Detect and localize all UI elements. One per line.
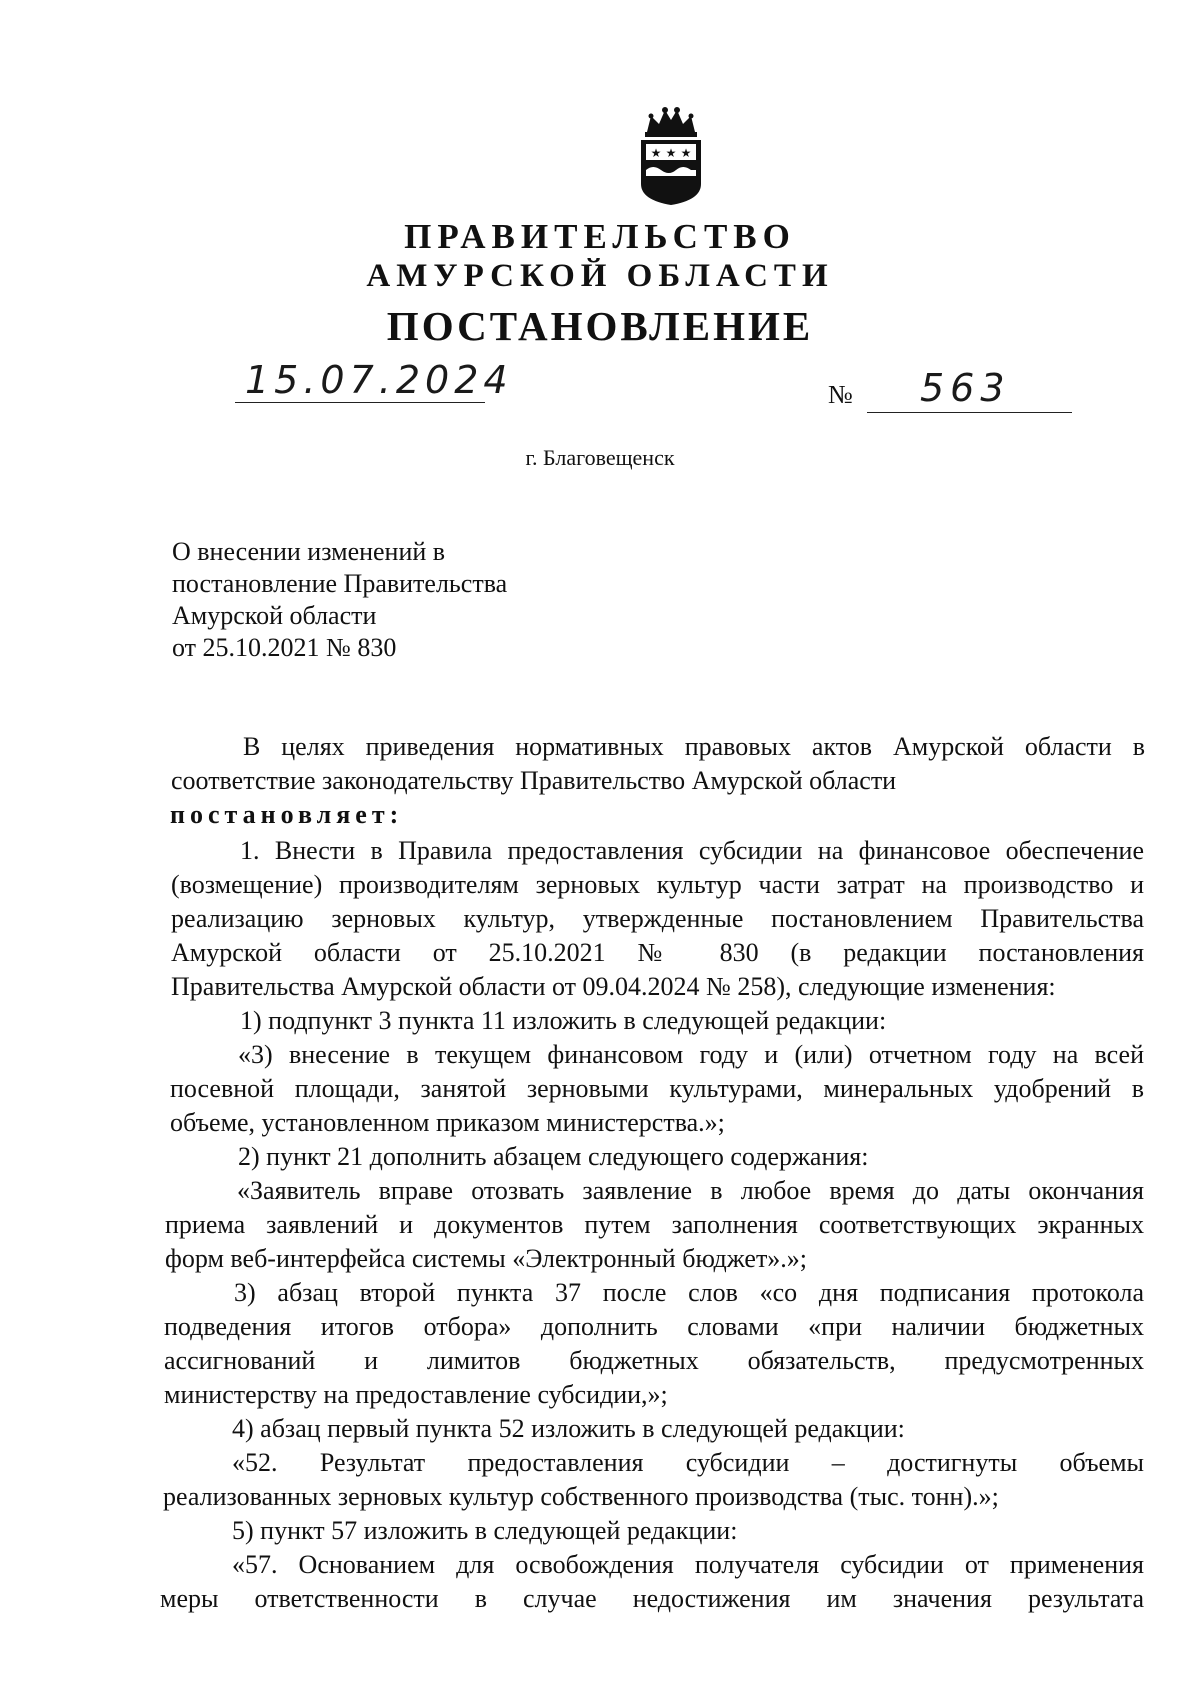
svg-text:★: ★ bbox=[665, 146, 677, 160]
body-line: 1. Внести в Правила предоставления субсидии на финансовое обеспечение bbox=[240, 836, 1144, 865]
organization-name-line2: АМУРСКОЙ ОБЛАСТИ bbox=[366, 258, 834, 294]
body-line: подведения итогов отбора» дополнить словами «при наличии бюджетных bbox=[164, 1312, 1144, 1341]
document-subject bbox=[172, 536, 507, 664]
organization-name-line1: ПРАВИТЕЛЬСТВО bbox=[404, 217, 796, 256]
body-line: соответствие законодательству Правительство Амурской области bbox=[171, 766, 897, 795]
document-date: 15.07.2024 bbox=[245, 358, 513, 402]
body-line: ассигнований и лимитов бюджетных обязательств, предусмотренных bbox=[164, 1346, 1144, 1375]
number-label: № bbox=[828, 380, 853, 409]
body-line: 4) абзац первый пункта 52 изложить в следующей редакции: bbox=[232, 1414, 905, 1443]
subject-line: Амурской области bbox=[172, 601, 377, 630]
svg-text:★: ★ bbox=[680, 146, 692, 160]
city-name: г. Благовещенск bbox=[525, 445, 675, 470]
svg-text:★: ★ bbox=[650, 146, 662, 160]
body-line: реализацию зерновых культур, утвержденные постановлением Правительства bbox=[171, 904, 1144, 933]
body-line: В целях приведения нормативных правовых актов Амурской области в bbox=[243, 732, 1145, 761]
body-line: 5) пункт 57 изложить в следующей редакции: bbox=[232, 1516, 738, 1545]
body-line: 1) подпункт 3 пункта 11 изложить в следующей редакции: bbox=[240, 1006, 887, 1035]
body-line: объеме, установленном приказом министерства.»; bbox=[170, 1108, 725, 1137]
number-underline bbox=[867, 412, 1072, 413]
document-type-title: ПОСТАНОВЛЕНИЕ bbox=[386, 303, 814, 349]
body-line: (возмещение) производителям зерновых культур части затрат на производство и bbox=[171, 870, 1144, 899]
subject-line: от 25.10.2021 № 830 bbox=[172, 633, 397, 662]
body-line: Правительства Амурской области от 09.04.2024 № 258), следующие изменения: bbox=[171, 972, 1056, 1001]
body-line: приема заявлений и документов путем заполнения соответствующих экранных bbox=[165, 1210, 1144, 1239]
body-line: «3) внесение в текущем финансовом году и (или) отчетном году на всей bbox=[238, 1040, 1144, 1069]
coat-of-arms-emblem bbox=[633, 106, 709, 206]
body-line: «Заявитель вправе отозвать заявление в любое время до даты окончания bbox=[237, 1176, 1144, 1205]
body-line: министерству на предоставление субсидии,»; bbox=[164, 1380, 668, 1409]
body-line: 3) абзац второй пункта 37 после слов «со дня подписания протокола bbox=[234, 1278, 1144, 1307]
body-line: 2) пункт 21 дополнить абзацем следующего содержания: bbox=[238, 1142, 869, 1171]
body-line: форм веб-интерфейса системы «Электронный бюджет».»; bbox=[165, 1244, 808, 1273]
body-line: Амурской области от 25.10.2021 № 830 (в редакции постановления bbox=[171, 938, 1144, 967]
date-underline bbox=[235, 402, 485, 403]
subject-line: постановление Правительства bbox=[172, 569, 508, 598]
body-line: посевной площади, занятой зерновыми культурами, минеральных удобрений в bbox=[170, 1074, 1144, 1103]
body-line: реализованных зерновых культур собственного производства (тыс. тонн).»; bbox=[163, 1482, 999, 1511]
body-line-resolves: постановляет: bbox=[170, 800, 404, 829]
body-line: «57. Основанием для освобождения получателя субсидии от применения bbox=[232, 1550, 1144, 1579]
subject-line: О внесении изменений в bbox=[172, 537, 446, 566]
document-number: 563 bbox=[920, 366, 1011, 410]
body-line: меры ответственности в случае недостижения им значения результата bbox=[160, 1584, 1144, 1613]
body-line: «52. Результат предоставления субсидии – достигнуты объемы bbox=[232, 1448, 1144, 1477]
